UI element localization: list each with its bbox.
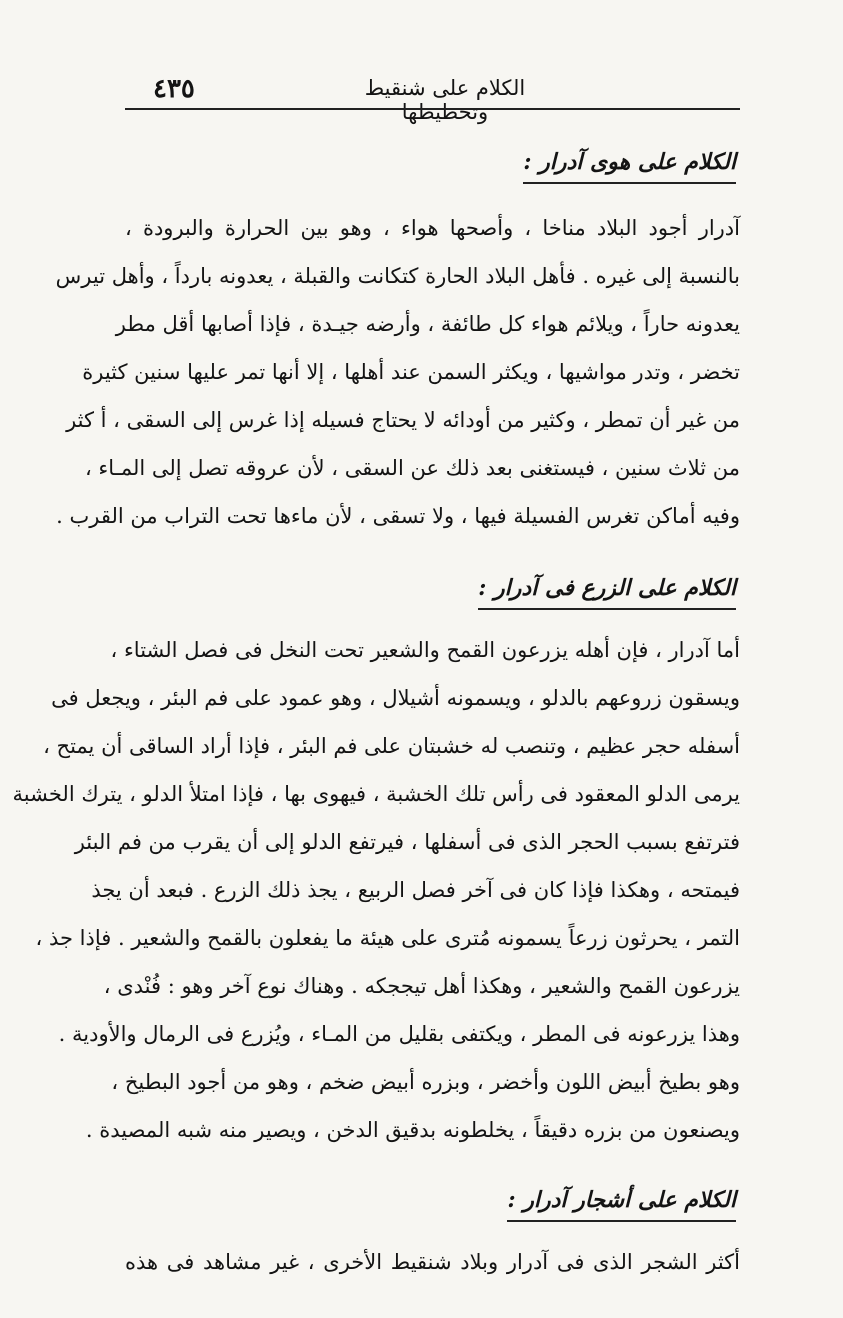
text-line: آدرار أجود البلاد مناخا ، وأصحها هواء ، وهو بين الحرارة والبرودة ، <box>125 216 740 240</box>
text-line: ويسقون زروعهم بالدلو ، ويسمونه أشيلال ، وهو عمود على فم البئر ، ويجعل فى <box>51 686 740 710</box>
text-line: أكثر الشجر الذى فى آدرار وبلاد شنقيط الأخرى ، غير مشاهد فى هذه <box>125 1250 740 1274</box>
text-line: من ثلاث سنين ، فيستغنى بعد ذلك عن السقى ، لأن عروقه تصل إلى المـاء ، <box>84 456 740 480</box>
text-line: من غير أن تمطر ، وكثير من أودائه لا يحتاج فسيله إذا غرس إلى السقى ، أ كثر <box>66 408 740 432</box>
text-line: يزرعون القمح والشعير ، وهكذا أهل تيججكه . وهناك نوع آخر وهو : فُنْدى ، <box>103 974 740 998</box>
text-line: وهذا يزرعونه فى المطر ، ويكتفى بقليل من المـاء ، ويُزرع فى الرمال والأودية . <box>58 1022 740 1046</box>
section-heading-trees: الكلام على أشجار آدرار : <box>507 1180 736 1222</box>
text-line: بالنسبة إلى غيره . فأهل البلاد الحارة كتكانت والقبلة ، يعدونه بارداً ، وأهل تيرس <box>55 264 740 288</box>
section-heading-climate: الكلام على هوى آدرار : <box>523 142 736 184</box>
section-heading-agriculture: الكلام على الزرع فى آدرار : <box>478 568 736 610</box>
text-line: تخضر ، وتدر مواشيها ، ويكثر السمن عند أهلها ، إلا أنها تمر عليها سنين كثيرة <box>82 360 740 384</box>
text-line: أما آدرار ، فإن أهله يزرعون القمح والشعير تحت النخل فى فصل الشتاء ، <box>110 638 740 662</box>
text-line: يرمى الدلو المعقود فى رأس تلك الخشبة ، فيهوى بها ، فإذا امتلأ الدلو ، يترك الخشبة <box>12 782 740 806</box>
text-line: يعدونه حاراً ، ويلائم هواء كل طائفة ، وأرضه جيـدة ، فإذا أصابها أقل مطر <box>115 312 740 336</box>
text-line: فترتفع بسبب الحجر الذى فى أسفلها ، فيرتفع الدلو إلى أن يقرب من فم البئر <box>74 830 740 854</box>
text-line: ويصنعون من بزره دقيقاً ، يخلطونه بدقيق الدخن ، ويصير منه شبه المصيدة . <box>85 1118 740 1142</box>
text-line: أسفله حجر عظيم ، وتنصب له خشبتان على فم البئر ، فإذا أراد الساقى أن يمتح ، <box>43 734 740 758</box>
text-line: وهو بطيخ أبيض اللون وأخضر ، وبزره أبيض ضخم ، وهو من أجود البطيخ ، <box>111 1070 740 1094</box>
page-number: ٤٣٥ <box>153 74 195 104</box>
text-line: وفيه أماكن تغرس الفسيلة فيها ، ولا تسقى ، لأن ماءها تحت التراب من القرب . <box>56 504 740 528</box>
running-title: الكلام على شنقيط وتخطيطها <box>364 76 526 124</box>
header-rule <box>125 108 740 110</box>
text-line: التمر ، يحرثون زرعاً يسمونه مُترى على هيئة ما يفعلون بالقمح والشعير . فإذا جذ ، <box>35 926 740 950</box>
running-head <box>125 72 740 124</box>
text-line: فيمتحه ، وهكذا فإذا كان فى آخر فصل الربيع ، يجذ ذلك الزرع . فبعد أن يجذ <box>91 878 740 902</box>
